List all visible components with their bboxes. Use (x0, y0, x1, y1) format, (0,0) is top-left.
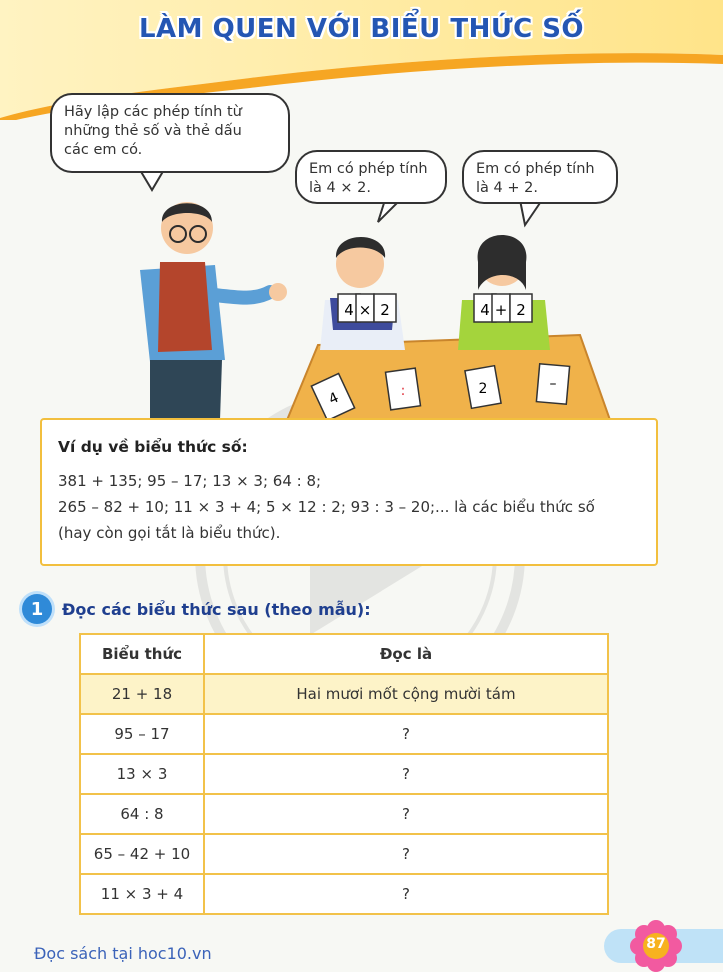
boy-speech-line: Em có phép tính (309, 161, 428, 177)
girl-card (474, 294, 532, 322)
page-number: 87 (646, 936, 666, 952)
boy-speech-line: là 4 × 2. (309, 180, 371, 196)
table-row (80, 794, 608, 834)
girl-speech-line: là 4 + 2. (476, 180, 538, 196)
girl-speech-bubble (462, 150, 618, 204)
reading-cell: ? (204, 834, 608, 874)
column-header-expression: Biểu thức (80, 634, 204, 674)
expression-cell: 65 – 42 + 10 (80, 834, 204, 874)
desk-card-2: : (400, 383, 406, 399)
reading-cell: ? (204, 874, 608, 914)
expression-cell: 64 : 8 (80, 794, 204, 834)
examples-line: 381 + 135; 95 – 17; 13 × 3; 64 : 8; (58, 472, 322, 490)
table-header-row (80, 634, 608, 674)
desk-card-1: 4 (326, 389, 342, 408)
table-row (80, 874, 608, 914)
teacher-speech-line: các em có. (64, 142, 143, 158)
boy-card (338, 294, 396, 322)
table-row (80, 714, 608, 754)
reading-cell: ? (204, 794, 608, 834)
page-title: LÀM QUEN VỚI BIỂU THỨC SỐ (138, 14, 585, 44)
table-row (80, 834, 608, 874)
expression-cell: 13 × 3 (80, 754, 204, 794)
desk-card-3: 2 (478, 381, 488, 397)
girl-card-2: + (494, 301, 508, 319)
boy-card-1: 4 (344, 301, 354, 319)
expression-cell: 21 + 18 (80, 674, 204, 714)
boy-card-2: × (358, 301, 372, 319)
desk-card-4: – (549, 376, 557, 392)
expression-cell: 95 – 17 (80, 714, 204, 754)
teacher-speech-bubble (50, 93, 290, 173)
expression-table (79, 633, 609, 915)
reading-cell: Hai mươi mốt cộng mười tám (204, 674, 608, 714)
exercise-instruction: Đọc các biểu thức sau (theo mẫu): (62, 599, 371, 619)
teacher-speech-line: Hãy lập các phép tính từ (64, 104, 242, 120)
boy-speech-bubble (295, 150, 447, 204)
examples-box (40, 418, 658, 566)
examples-heading: Ví dụ về biểu thức số: (58, 438, 248, 456)
expression-cell: 11 × 3 + 4 (80, 874, 204, 914)
examples-line: (hay còn gọi tắt là biểu thức). (58, 524, 281, 542)
examples-line: 265 – 82 + 10; 11 × 3 + 4; 5 × 12 : 2; 93 : 3 – 20;... là các biểu thức số (58, 498, 595, 516)
exercise-1-heading (22, 594, 371, 624)
table-row (80, 674, 608, 714)
reading-cell: ? (204, 714, 608, 754)
classroom-illustration (0, 0, 723, 430)
boy-card-3: 2 (380, 301, 390, 319)
reading-cell: ? (204, 754, 608, 794)
column-header-reading: Đọc là (204, 634, 608, 674)
girl-card-1: 4 (480, 301, 490, 319)
girl-card-3: 2 (516, 301, 526, 319)
girl-speech-line: Em có phép tính (476, 161, 595, 177)
table-row (80, 754, 608, 794)
exercise-number-badge: 1 (22, 594, 52, 624)
teacher-speech-line: những thẻ số và thẻ dấu (64, 123, 242, 139)
footer-link[interactable]: Đọc sách tại hoc10.vn (34, 944, 212, 963)
